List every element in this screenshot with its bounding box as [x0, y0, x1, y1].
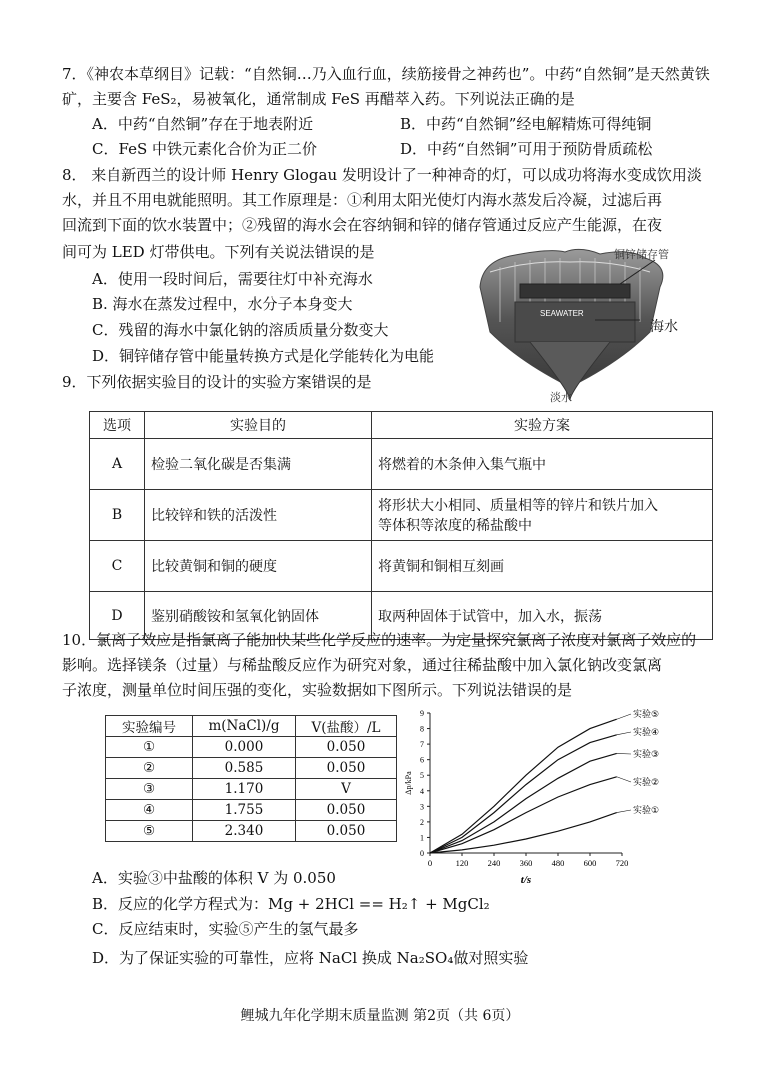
label-fresh-water: 淡水 [550, 391, 572, 404]
q9-header-purpose: 实验目的 [145, 412, 372, 439]
q10-stem-line1: 10．氯离子效应是指氯离子能加快某些化学反应的速率。为定量探究氯离子浓度对氯离子效应的 [62, 631, 697, 649]
q10-cell: 0.585 [193, 758, 296, 779]
pressure-chart-svg [404, 705, 735, 886]
series-label: 实验④ [633, 728, 660, 738]
x-tick-label: 480 [551, 858, 565, 868]
pressure-chart [404, 705, 735, 886]
q10-cell: 0.050 [296, 821, 397, 842]
series-leader [617, 753, 631, 754]
y-axis-title: Δp/kPa [404, 771, 413, 795]
series-label: 实验② [633, 778, 660, 788]
q7-stem-line1: 7．《神农本草纲目》记载：“自然铜…乃入血行血，续筋接骨之神药也”。中药“自然铜”是天然黄铁 [62, 65, 710, 83]
label-seawater: 海水 [650, 319, 678, 335]
q9-table [89, 411, 713, 640]
series-line [430, 753, 617, 853]
q8-option-a: A．使用一段时间后，需要往灯中补充海水 [92, 270, 373, 288]
y-tick-label: 8 [420, 724, 424, 734]
x-tick-label: 120 [455, 858, 469, 868]
x-tick-label: 720 [615, 858, 629, 868]
q10-option-c: C．反应结束时，实验⑤产生的氢气最多 [92, 920, 359, 938]
q9-row-b-option: B [90, 490, 145, 541]
q9-row-b-plan: 将形状大小相同、质量相等的锌片和铁片加入 等体积等浓度的稀盐酸中 [372, 490, 713, 541]
y-tick-label: 3 [420, 802, 424, 812]
q10-header-volume: V(盐酸）/L [296, 716, 397, 737]
q10-cell: ② [106, 758, 193, 779]
q10-cell: 0.000 [193, 737, 296, 758]
y-tick-label: 9 [420, 709, 424, 718]
q9-row-d-plan: 取两种固体于试管中，加入水，振荡 [372, 592, 713, 640]
q9-row-d-purpose: 鉴别硝酸铵和氢氧化钠固体 [145, 592, 372, 640]
q10-stem-line3: 子浓度，测量单位时间压强的变化，实验数据如下图所示。下列说法错误的是 [62, 681, 573, 699]
page-footer: 鲤城九年化学期末质量监测 第2页（共 6页） [240, 1008, 520, 1024]
q8-stem-line2: 水，并且不用电就能照明。其工作原理是：①利用太阳光使灯内海水蒸发后冷凝，过滤后再 [62, 191, 663, 209]
q8-stem-line1: 8． 来自新西兰的设计师 Henry Glogau 发明设计了一种神奇的灯，可以成功将海水变成饮用淡 [62, 166, 702, 184]
q8-stem-line4: 间可为 LED 灯带供电。下列有关说法错误的是 [62, 243, 375, 261]
q10-data-table [105, 715, 397, 842]
seawater-text: SEAWATER [540, 309, 584, 318]
q10-cell: 2.340 [193, 821, 296, 842]
x-tick-label: 240 [487, 858, 501, 868]
q10-cell: V [296, 779, 397, 800]
q9-row-a-option: A [90, 439, 145, 490]
q10-cell: ③ [106, 779, 193, 800]
y-tick-label: 2 [420, 817, 424, 827]
q10-header-mass: m(NaCl)/g [193, 716, 296, 737]
q10-stem-line2: 影响。选择镁条（过量）与稀盐酸反应作为研究对象，通过往稀盐酸中加入氯化钠改变氯离 [62, 656, 663, 674]
q9-row-c-plan: 将黄铜和铜相互刻画 [372, 541, 713, 592]
q10-cell: 1.755 [193, 800, 296, 821]
q10-cell: 0.050 [296, 800, 397, 821]
series-leader [617, 777, 631, 782]
y-tick-label: 0 [420, 849, 424, 858]
q9-row-a-plan: 将燃着的木条伸入集气瓶中 [372, 439, 713, 490]
series-label: 实验③ [633, 750, 660, 760]
series-line [430, 735, 617, 853]
q10-option-b: B．反应的化学方程式为：Mg + 2HCl == H₂↑ + MgCl₂ [92, 895, 490, 913]
q9-row-c-purpose: 比较黄铜和铜的硬度 [145, 541, 372, 592]
q7-option-c: C．FeS 中铁元素化合价为正二价 [92, 140, 317, 158]
q7-stem-line2: 矿，主要含 FeS₂，易被氧化，通常制成 FeS 再醋萃入药。下列说法正确的是 [62, 90, 575, 108]
q9-header-plan: 实验方案 [372, 412, 713, 439]
q10-cell: 1.170 [193, 779, 296, 800]
q9-row-b-purpose: 比较锌和铁的活泼性 [145, 490, 372, 541]
x-tick-label: 0 [427, 858, 433, 868]
q8-option-c: C．残留的海水中氯化钠的溶质质量分数变大 [92, 321, 389, 339]
q10-cell: ⑤ [106, 821, 193, 842]
q7-option-d: D．中药“自然铜”可用于预防骨质疏松 [400, 140, 653, 158]
x-tick-label: 360 [519, 858, 533, 868]
q8-stem-line3: 回流到下面的饮水装置中；②残留的海水会在容纳铜和锌的储存管通过反应产生能源，在夜 [62, 216, 663, 234]
q8-option-b: B. 海水在蒸发过程中，水分子本身变大 [92, 295, 353, 313]
y-tick-label: 6 [420, 755, 424, 765]
series-leader [617, 732, 631, 735]
q8-option-d: D．铜锌储存管中能量转换方式是化学能转化为电能 [92, 347, 435, 365]
q7-option-a: A．中药“自然铜”存在于地表附近 [92, 115, 314, 133]
series-label: 实验⑤ [633, 710, 660, 720]
q10-cell: ① [106, 737, 193, 758]
x-tick-label: 600 [583, 858, 597, 868]
seawater-lamp-figure [470, 242, 720, 404]
y-tick-label: 1 [420, 833, 424, 843]
series-label: 实验① [633, 806, 660, 816]
series-line [430, 719, 617, 853]
label-cu-zn-tube: 铜锌储存管 [614, 248, 669, 261]
lamp-illustration [470, 242, 720, 404]
series-line [430, 813, 617, 853]
q9-header-option: 选项 [90, 412, 145, 439]
series-leader [617, 714, 631, 719]
q10-header-id: 实验编号 [106, 716, 193, 737]
q7-option-b: B．中药“自然铜”经电解精炼可得纯铜 [400, 115, 652, 133]
q9-row-a-purpose: 检验二氧化碳是否集满 [145, 439, 372, 490]
q9-stem: 9．下列依据实验目的设计的实验方案错误的是 [62, 373, 372, 391]
series-leader [617, 810, 631, 813]
q10-option-a: A．实验③中盐酸的体积 V 为 0.050 [92, 869, 336, 887]
q10-cell: 0.050 [296, 737, 397, 758]
q10-cell: 0.050 [296, 758, 397, 779]
q9-row-c-option: C [90, 541, 145, 592]
y-tick-label: 7 [420, 740, 424, 750]
y-tick-label: 4 [420, 786, 424, 796]
x-axis-title: t/s [520, 874, 532, 886]
q10-option-d: D．为了保证实验的可靠性，应将 NaCl 换成 Na₂SO₄做对照实验 [92, 949, 529, 967]
q9-row-d-option: D [90, 592, 145, 640]
y-tick-label: 5 [420, 771, 424, 781]
q10-cell: ④ [106, 800, 193, 821]
